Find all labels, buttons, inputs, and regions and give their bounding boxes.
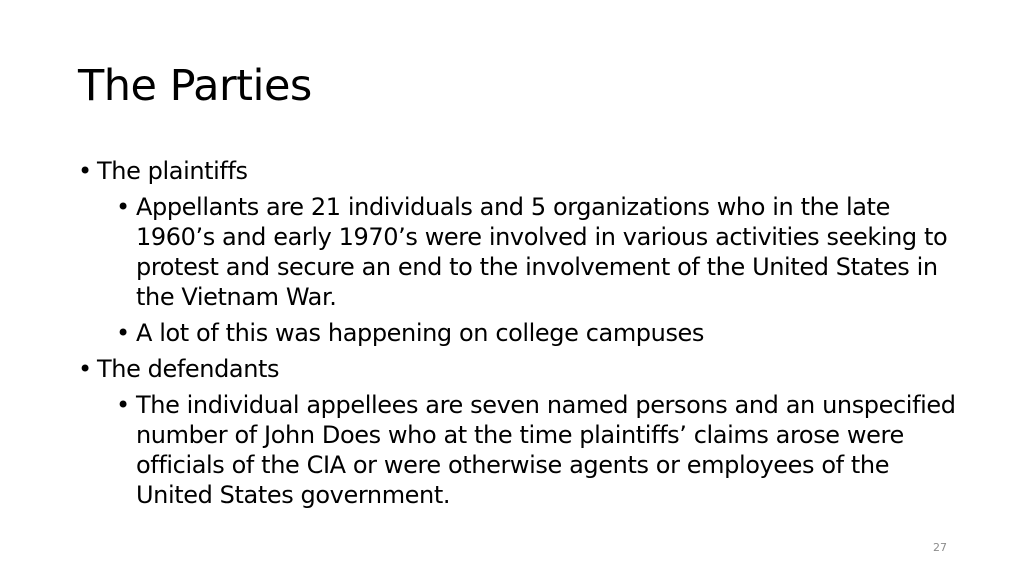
sub-bullet-list xyxy=(116,192,958,348)
sub-bullet-text: Appellants are 21 individuals and 5 organizations who in the late 1960’s and early 1970’s were involved in various activities seeking to protest and secure an end to the involvement of the United States in the Vietnam War. xyxy=(136,193,948,311)
bullet-text: The plaintiffs xyxy=(97,157,248,185)
bullet-plaintiffs xyxy=(78,156,958,186)
sub-bullet-college-campuses xyxy=(116,318,958,348)
bullet-dot-icon: • xyxy=(78,355,92,383)
sub-bullet-text: A lot of this was happening on college campuses xyxy=(136,319,705,347)
bullet-dot-icon: • xyxy=(116,193,130,221)
bullet-dot-icon: • xyxy=(116,319,130,347)
bullet-defendants xyxy=(78,354,958,384)
bullet-text: The defendants xyxy=(97,355,280,383)
slide-body xyxy=(78,156,958,516)
bullet-dot-icon: • xyxy=(116,391,130,419)
bullet-group-defendants xyxy=(78,354,958,510)
slide-number: 27 xyxy=(933,541,947,554)
bullet-group-plaintiffs xyxy=(78,156,958,348)
sub-bullet-appellants xyxy=(116,192,958,312)
sub-bullet-appellees xyxy=(116,390,958,510)
slide-title: The Parties xyxy=(78,61,312,111)
sub-bullet-list xyxy=(116,390,958,510)
sub-bullet-text: The individual appellees are seven named persons and an unspecified number of John Does who at the time plaintiffs’ claims arose were officials of the CIA or were otherwise agents or employees of the United States government. xyxy=(136,391,956,509)
bullet-dot-icon: • xyxy=(78,157,92,185)
